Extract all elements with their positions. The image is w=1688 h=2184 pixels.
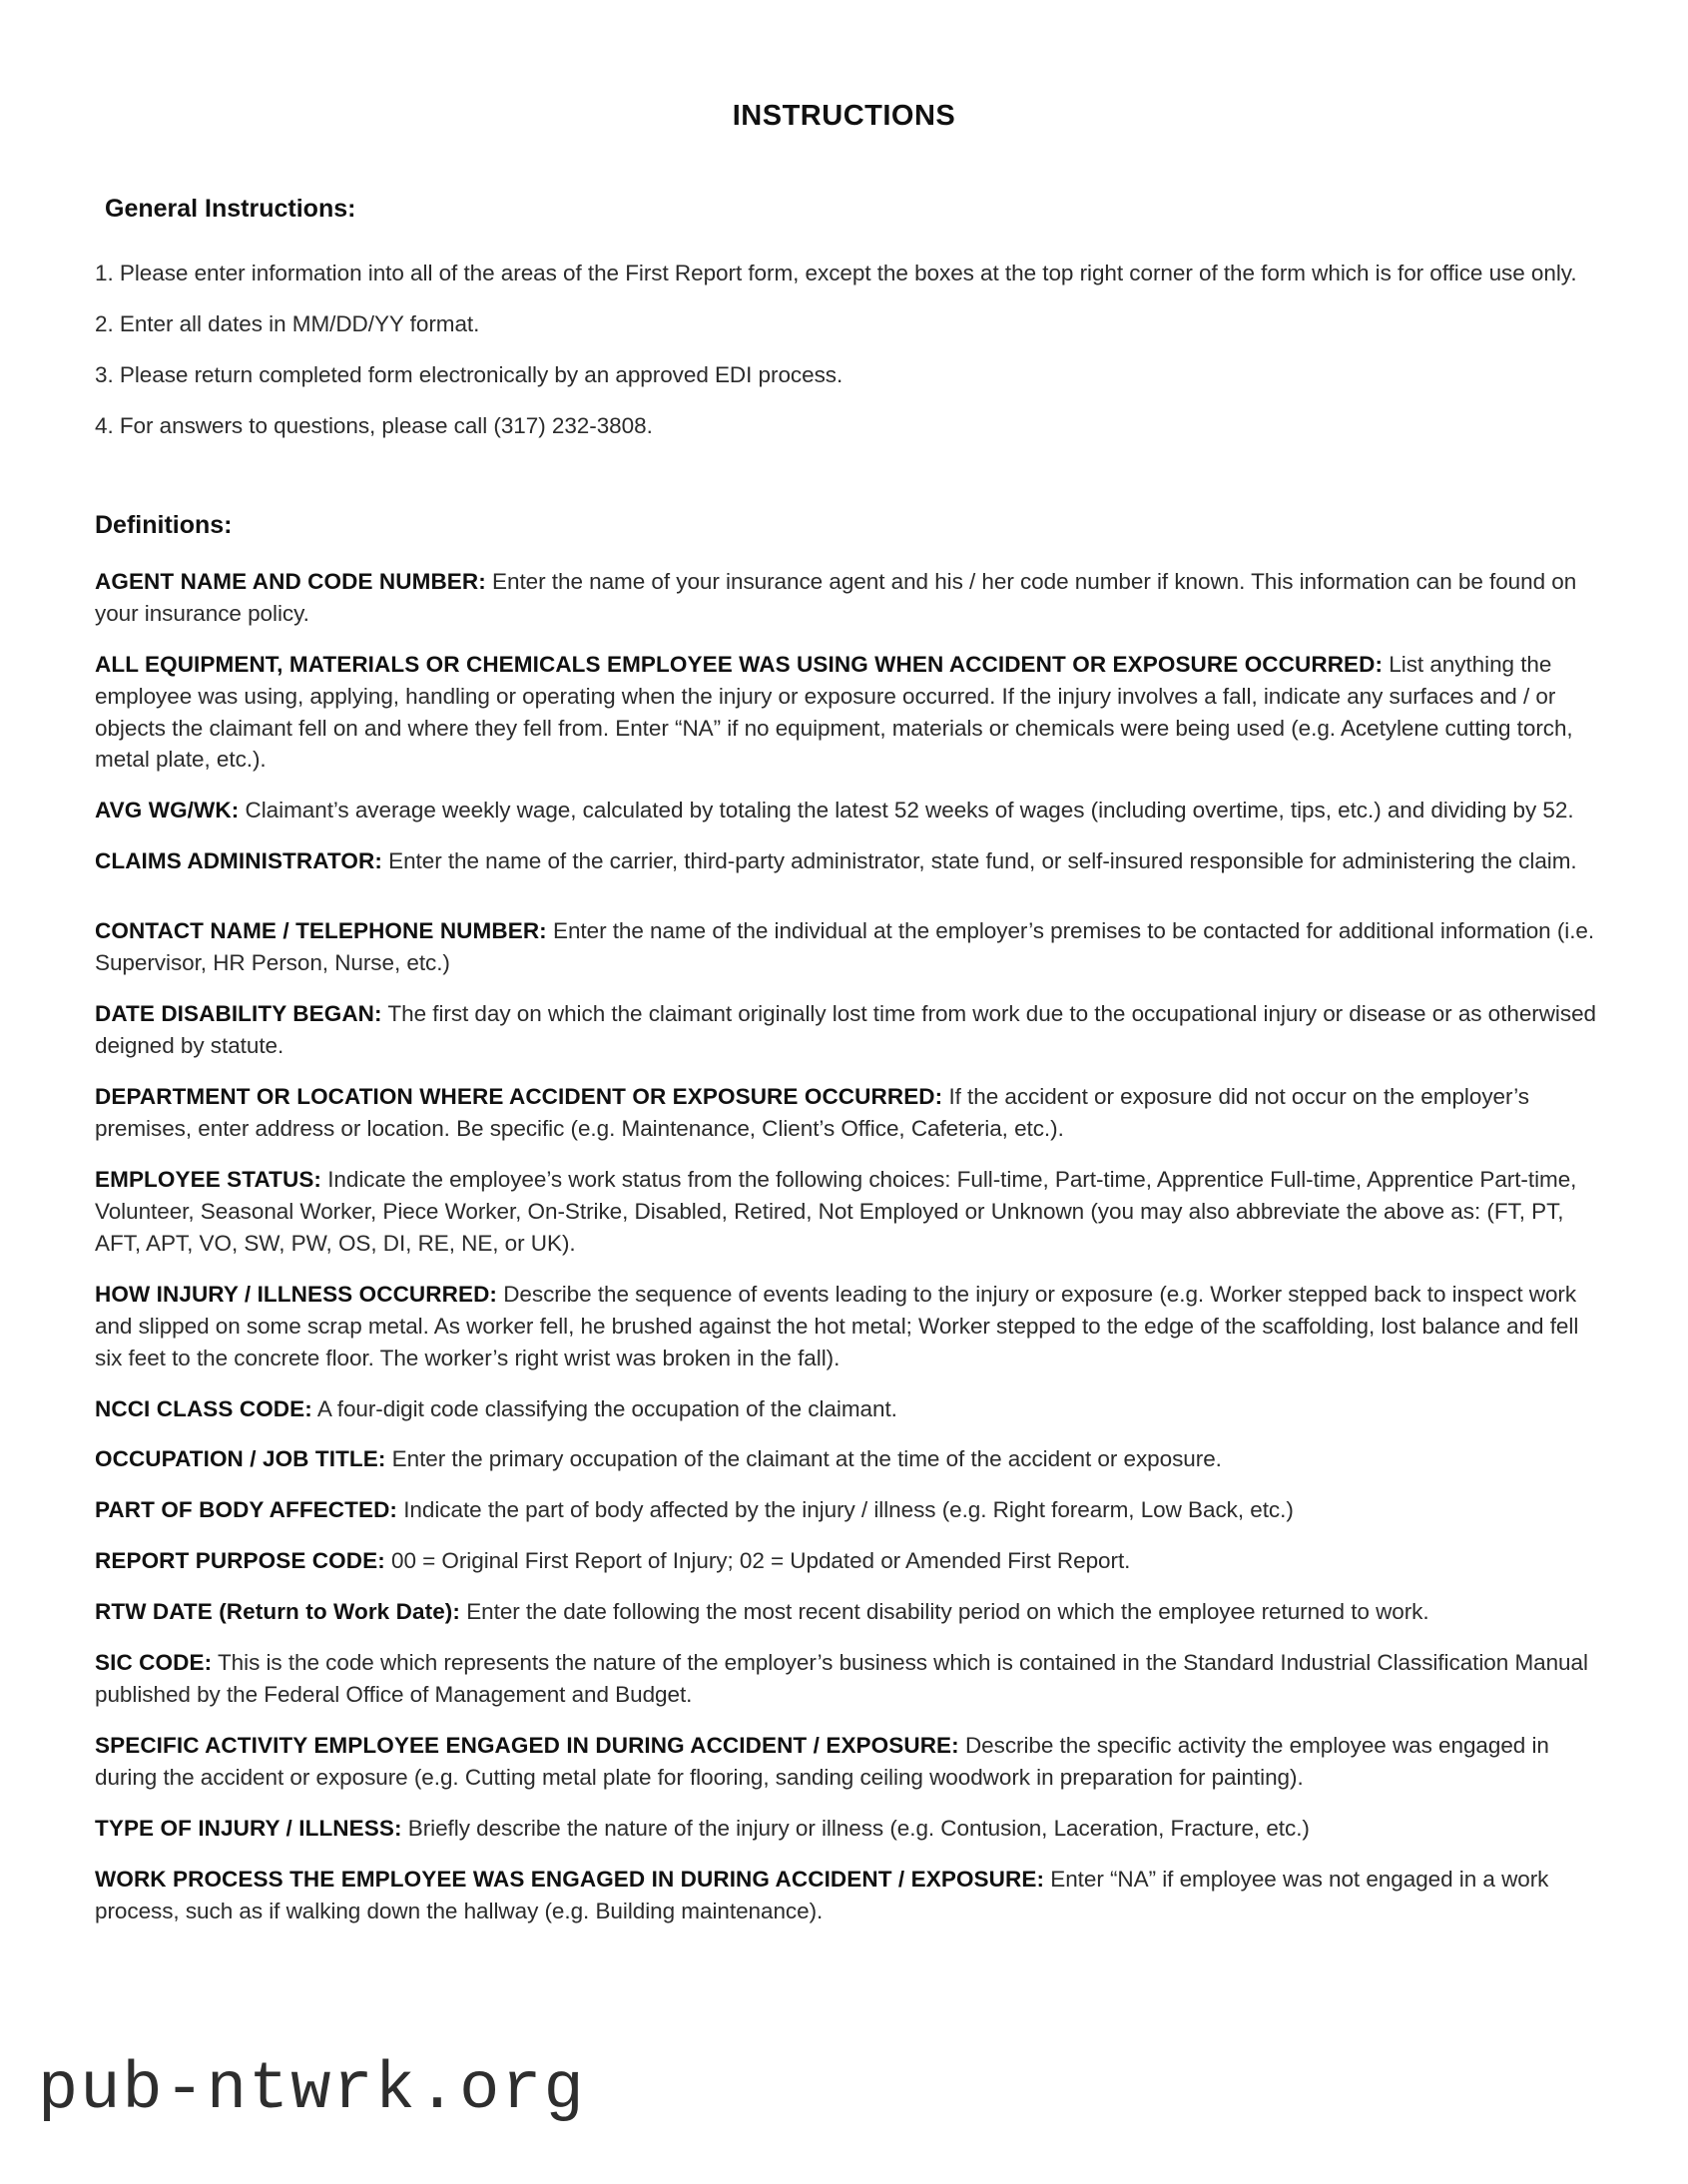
- general-instructions-heading: General Instructions:: [105, 195, 356, 223]
- definition-text: The first day on which the claimant originally lost time from work due to the occupational injury or disease or as otherwised deigned by statute.: [95, 1001, 1596, 1059]
- definition-text: Enter “NA” if employee was not engaged in a work process, such as if walking down the hallway (e.g. Building maintenance).: [95, 1866, 1549, 1923]
- definition-text: A four-digit code classifying the occupation of the claimant.: [311, 1395, 897, 1421]
- definition-item: [95, 1443, 1606, 1475]
- definition-text: Briefly describe the nature of the injury or illness (e.g. Contusion, Laceration, Fracture, etc.): [401, 1815, 1310, 1841]
- definition-text: This is the code which represents the nature of the employer’s business which is contained in the Standard Industrial Classification Manual published by the Federal Office of Management and Budget.: [95, 1650, 1588, 1708]
- definition-term: CONTACT NAME / TELEPHONE NUMBER:: [95, 918, 547, 944]
- definition-item: [95, 1164, 1606, 1260]
- definition-term: ALL EQUIPMENT, MATERIALS OR CHEMICALS EMPLOYEE WAS USING WHEN ACCIDENT OR EXPOSURE OCCURRED:: [95, 651, 1384, 677]
- definition-item: [95, 1647, 1606, 1711]
- definition-text: Enter the primary occupation of the claimant at the time of the accident or exposure.: [385, 1446, 1222, 1472]
- document-body: [0, 133, 1688, 1927]
- definition-term: SIC CODE:: [95, 1650, 213, 1676]
- definition-item: [95, 1813, 1606, 1845]
- definition-text: 00 = Original First Report of Injury; 02 = Updated or Amended First Report.: [384, 1548, 1131, 1574]
- definition-item: [95, 1279, 1606, 1374]
- definition-item: [95, 795, 1606, 826]
- definitions-heading: Definitions:: [95, 510, 233, 539]
- definition-term: SPECIFIC ACTIVITY EMPLOYEE ENGAGED IN DURING ACCIDENT / EXPOSURE:: [95, 1733, 959, 1759]
- definition-term: AVG WG/WK:: [95, 798, 240, 823]
- definition-item: [95, 1864, 1606, 1927]
- definition-item: [95, 1545, 1606, 1577]
- definition-text: Enter the name of your insurance agent and his / her code number if known. This information can be found on your insurance policy.: [95, 568, 1577, 626]
- general-instruction-item: 1. Please enter information into all of the areas of the First Report form, except the boxes at the top right corner of the form which is for office use only.: [95, 261, 1577, 285]
- definition-item: [95, 1081, 1606, 1145]
- definition-term: NCCI CLASS CODE:: [95, 1395, 312, 1421]
- definition-text: Describe the sequence of events leading to the injury or exposure (e.g. Worker stepped back to inspect work and slipped on some scrap metal. As worker fell, he brushed against the hot metal; Worker stepped to the edge of the scaffolding, lost balance and fell six feet to the concrete floor. The worker’s right wrist was broken in the fall).: [95, 1281, 1579, 1370]
- definition-term: RTW DATE (Return to Work Date):: [95, 1599, 460, 1625]
- page-title: INSTRUCTIONS: [732, 100, 956, 132]
- definition-item: [95, 1730, 1606, 1794]
- general-instruction-item: 4. For answers to questions, please call (317) 232-3808.: [95, 412, 653, 438]
- definition-item: [95, 1596, 1606, 1628]
- definitions-list: [95, 540, 1606, 1927]
- definition-text: If the accident or exposure did not occur on the employer’s premises, enter address or location. Be specific (e.g. Maintenance, Client’s Office, Cafeteria, etc.).: [95, 1084, 1530, 1141]
- definition-text: Claimant’s average weekly wage, calculated by totaling the latest 52 weeks of wages (including overtime, tips, etc.) and dividing by 52.: [239, 798, 1574, 823]
- definition-term: CLAIMS ADMINISTRATOR:: [95, 848, 382, 874]
- definition-text: Indicate the part of body affected by the injury / illness (e.g. Right forearm, Low Back, etc.): [397, 1497, 1294, 1523]
- definition-item: [95, 1494, 1606, 1526]
- site-watermark: pub-ntwrk.org: [38, 2052, 586, 2128]
- definition-term: EMPLOYEE STATUS:: [95, 1166, 322, 1192]
- general-instruction-item: 2. Enter all dates in MM/DD/YY format.: [95, 310, 480, 336]
- definition-text: Enter the date following the most recent disability period on which the employee returned to work.: [460, 1599, 1429, 1625]
- definition-term: DATE DISABILITY BEGAN:: [95, 1001, 382, 1027]
- definition-text: List anything the employee was using, applying, handling or operating when the injury or exposure occurred. If the injury involves a fall, indicate any surfaces and / or objects the claimant fell on and where they fell from. Enter “NA” if no equipment, materials or chemicals were being used (e.g. Acetylene cutting torch, metal plate, etc.).: [95, 651, 1573, 773]
- general-instructions-list: [95, 224, 1606, 442]
- definition-item: [95, 566, 1606, 630]
- definition-text: Indicate the employee’s work status from the following choices: Full-time, Part-time, Apprentice Full-time, Apprentice Part-time, Volunteer, Seasonal Worker, Piece Worker, On-Strike, Disabled, Retired, Not Employed or Unknown (you may also abbreviate the above as: (FT, PT, AFT, APT, VO, SW, PW, OS, DI, RE, NE, or UK).: [95, 1166, 1577, 1256]
- definition-term: WORK PROCESS THE EMPLOYEE WAS ENGAGED IN DURING ACCIDENT / EXPOSURE:: [95, 1866, 1045, 1892]
- definition-text: Describe the specific activity the employee was engaged in during the accident or exposure (e.g. Cutting metal plate for flooring, sanding ceiling woodwork in preparation for painting).: [95, 1733, 1549, 1790]
- definition-term: DEPARTMENT OR LOCATION WHERE ACCIDENT OR EXPOSURE OCCURRED:: [95, 1084, 943, 1109]
- definition-item: [95, 845, 1606, 877]
- definition-text: Enter the name of the individual at the employer’s premises to be contacted for additional information (i.e. Supervisor, HR Person, Nurse, etc.): [95, 918, 1595, 976]
- definition-term: PART OF BODY AFFECTED:: [95, 1497, 398, 1523]
- definition-item: [95, 998, 1606, 1062]
- definition-term: REPORT PURPOSE CODE:: [95, 1548, 385, 1574]
- definition-term: TYPE OF INJURY / ILLNESS:: [95, 1815, 402, 1841]
- definition-item: [95, 1393, 1606, 1425]
- definition-item: [95, 915, 1606, 979]
- definition-term: AGENT NAME AND CODE NUMBER:: [95, 568, 486, 594]
- definition-item: [95, 649, 1606, 777]
- definition-term: HOW INJURY / ILLNESS OCCURRED:: [95, 1281, 498, 1307]
- general-instruction-item: 3. Please return completed form electronically by an approved EDI process.: [95, 361, 844, 387]
- definition-text: Enter the name of the carrier, third-party administrator, state fund, or self-insured responsible for administering the claim.: [381, 848, 1577, 874]
- definition-term: OCCUPATION / JOB TITLE:: [95, 1446, 386, 1472]
